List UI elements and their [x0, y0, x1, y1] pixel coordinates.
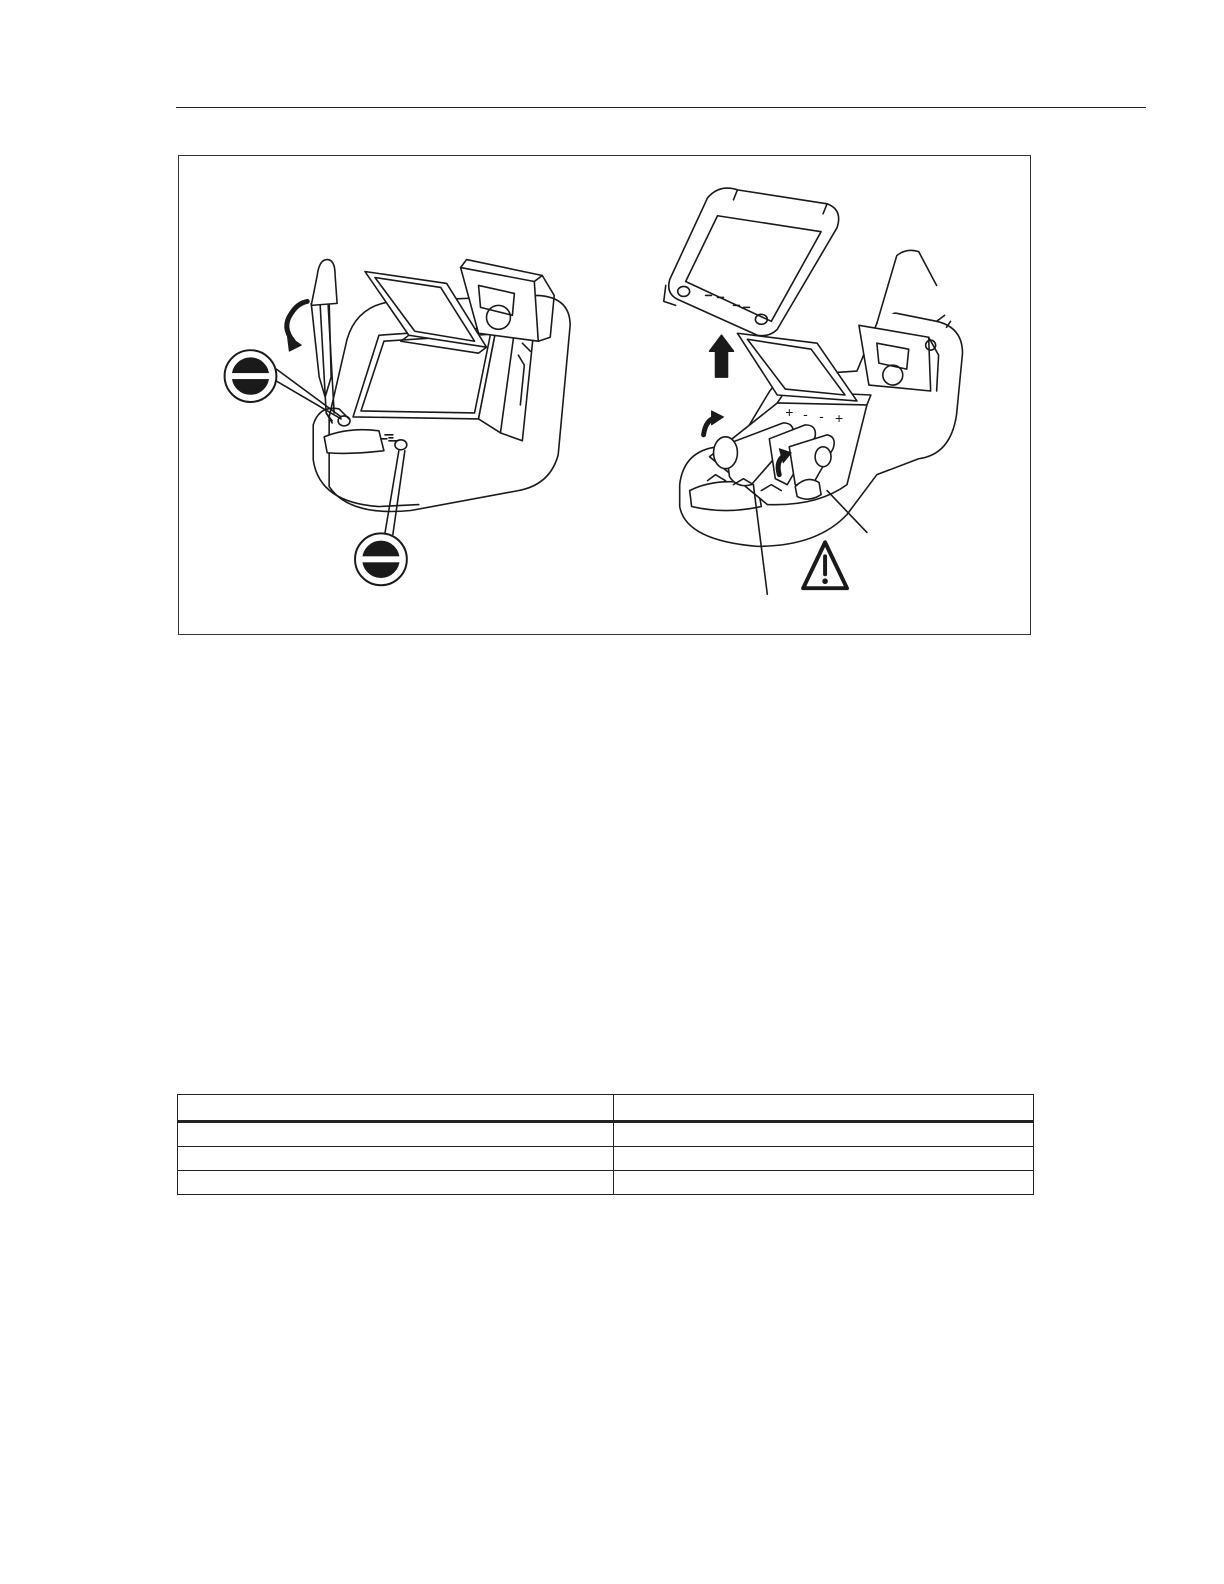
table-cell [178, 1171, 614, 1195]
removed-battery-door [664, 188, 839, 336]
polarity-plus-1: + [785, 403, 794, 420]
table-row [178, 1171, 1034, 1195]
polarity-plus-2: + [835, 409, 844, 426]
battery-replacement-figure [178, 155, 1031, 635]
up-arrow-icon [710, 335, 734, 377]
table-row [178, 1122, 1034, 1147]
table-cell [178, 1147, 614, 1171]
table-row [178, 1147, 1034, 1171]
polarity-minus-2: - [819, 407, 824, 424]
table-header-row [178, 1095, 1034, 1122]
table-cell [178, 1122, 614, 1147]
data-table [177, 1094, 1034, 1195]
table-cell [614, 1122, 1034, 1147]
table-cell [614, 1147, 1034, 1171]
table-header-cell [178, 1095, 614, 1122]
table-header-cell [614, 1095, 1034, 1122]
left-meter-illustration [313, 260, 570, 512]
polarity-minus-1: - [803, 405, 808, 422]
warning-triangle-icon [803, 542, 847, 588]
table-cell [614, 1171, 1034, 1195]
counterclockwise-arrow-icon [287, 301, 307, 351]
header-rule [176, 107, 1146, 108]
